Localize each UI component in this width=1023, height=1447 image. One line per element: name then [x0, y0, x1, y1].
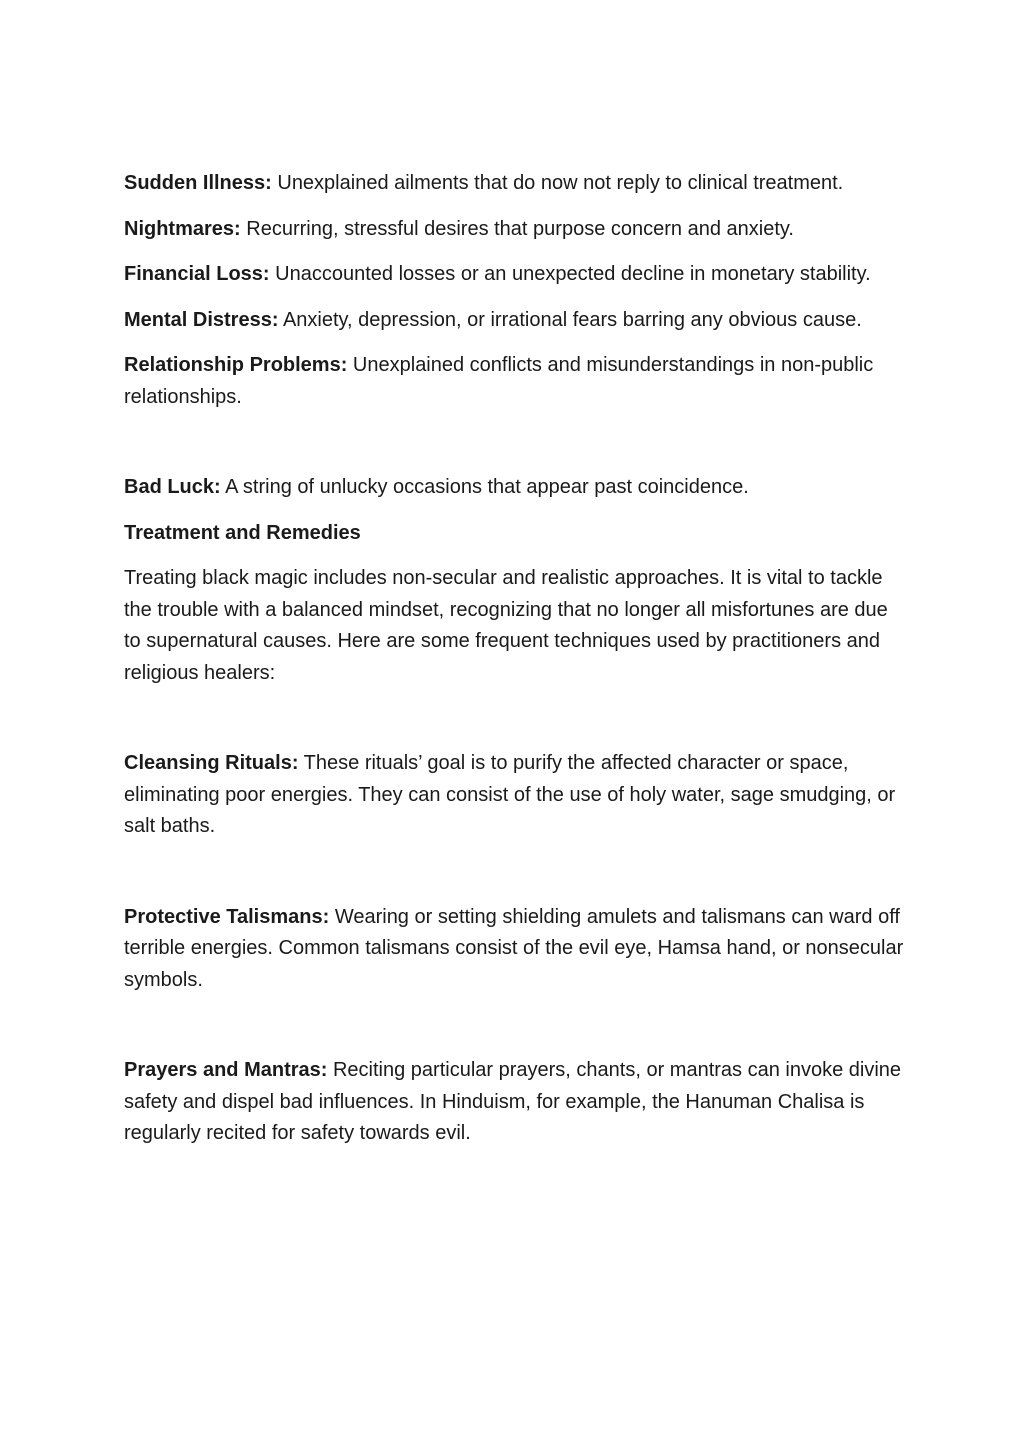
symptom-text: Unaccounted losses or an unexpected decline in monetary stability. [269, 263, 871, 285]
symptom-financial-loss [124, 259, 904, 291]
symptom-sudden-illness [124, 168, 904, 200]
symptom-text: Unexplained ailments that do now not reply to clinical treatment. [271, 172, 844, 194]
remedy-text: These rituals’ goal is to purify the affected character or space, eliminating poor energies. They can consist of the use of holy water, sage smudging, or salt baths. [124, 752, 896, 837]
symptom-nightmares [124, 214, 904, 246]
symptom-relationship-problems [124, 350, 904, 413]
document-page [124, 168, 904, 1150]
remedy-label: Prayers and Mantras: [124, 1059, 328, 1081]
symptom-label: Bad Luck: [124, 476, 221, 498]
intro-paragraph: Treating black magic includes non-secular and realistic approaches. It is vital to tackle the trouble with a balanced mindset, recognizing that no longer all misfortunes are due to supernatural causes. Here are some frequent techniques used by practitioners and religious healers: [124, 567, 888, 684]
symptom-text: Recurring, stressful desires that purpose concern and anxiety. [240, 217, 794, 240]
symptom-text: A string of unlucky occasions that appear past coincidence. [220, 476, 749, 498]
symptom-mental-distress [124, 305, 904, 337]
symptom-label: Relationship Problems: [124, 354, 348, 376]
symptom-label: Nightmares: [124, 217, 241, 240]
remedy-cleansing-rituals [124, 748, 904, 843]
section-heading [124, 518, 904, 550]
symptom-label: Sudden Illness: [124, 172, 272, 194]
remedy-label: Cleansing Rituals: [124, 752, 299, 774]
remedy-protective-talismans [124, 902, 904, 997]
symptom-label: Mental Distress: [124, 308, 279, 331]
remedy-text: Reciting particular prayers, chants, or mantras can invoke divine safety and dispel bad influences. In Hinduism, for example, the Hanuman Chalisa is regularly recited for safety towards evil. [124, 1059, 902, 1144]
remedy-prayers-mantras [124, 1055, 904, 1150]
remedy-text: Wearing or setting shielding amulets and talismans can ward off terrible energies. Common talismans consist of the evil eye, Hamsa hand, or nonsecular symbols. [124, 905, 904, 991]
section-heading-text: Treatment and Remedies [124, 521, 361, 544]
symptom-bad-luck [124, 472, 904, 504]
remedy-label: Protective Talismans: [124, 905, 330, 928]
symptom-label: Financial Loss: [124, 263, 270, 285]
symptom-text: Unexplained conflicts and misunderstandings in non-public relationships. [124, 354, 874, 408]
symptom-text: Anxiety, depression, or irrational fears barring any obvious cause. [278, 308, 862, 331]
